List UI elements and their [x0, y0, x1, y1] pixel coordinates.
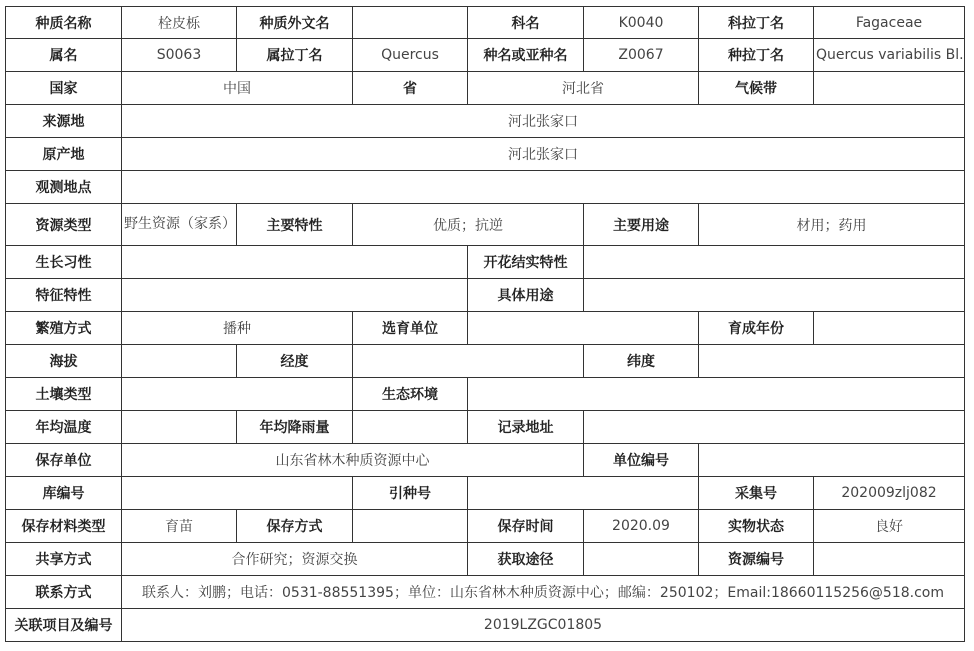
label-resource-type: 资源类型 — [6, 204, 122, 246]
value-annual-rain — [353, 411, 468, 444]
value-genus-latin: Quercus — [353, 39, 468, 72]
value-propagation: 播种 — [122, 312, 353, 345]
value-material-type: 育苗 — [122, 510, 237, 543]
value-annual-temp — [122, 411, 237, 444]
value-characteristics — [122, 279, 468, 312]
label-species-latin: 种拉丁名 — [699, 39, 814, 72]
label-acquisition: 获取途径 — [468, 543, 584, 576]
label-latitude: 纬度 — [584, 345, 699, 378]
label-project: 关联项目及编号 — [6, 609, 122, 642]
table-row — [6, 345, 965, 378]
value-sharing: 合作研究；资源交换 — [122, 543, 468, 576]
label-physical-state: 实物状态 — [699, 510, 814, 543]
value-observation-site — [122, 171, 965, 204]
label-main-traits: 主要特性 — [237, 204, 353, 246]
label-record-address: 记录地址 — [468, 411, 584, 444]
value-germplasm-name: 栓皮栎 — [122, 7, 237, 39]
table-row — [6, 543, 965, 576]
label-observation-site: 观测地点 — [6, 171, 122, 204]
value-unit-number — [699, 444, 965, 477]
label-propagation: 繁殖方式 — [6, 312, 122, 345]
label-breeding-unit: 选育单位 — [353, 312, 468, 345]
value-preserve-time: 2020.09 — [584, 510, 699, 543]
label-foreign-name: 种质外文名 — [237, 7, 353, 39]
label-sharing: 共享方式 — [6, 543, 122, 576]
value-breeding-unit — [468, 312, 699, 345]
table-row — [6, 279, 965, 312]
label-contact: 联系方式 — [6, 576, 122, 609]
label-specific-use: 具体用途 — [468, 279, 584, 312]
value-species-latin: Quercus variabilis Bl. — [814, 39, 965, 72]
value-preserve-unit: 山东省林木种质资源中心 — [122, 444, 584, 477]
label-annual-temp: 年均温度 — [6, 411, 122, 444]
value-project: 2019LZGC01805 — [122, 609, 965, 642]
label-province: 省 — [353, 72, 468, 105]
germplasm-info-sheet — [5, 6, 965, 642]
value-species: Z0067 — [584, 39, 699, 72]
germplasm-info-table — [5, 6, 965, 642]
label-family-latin: 科拉丁名 — [699, 7, 814, 39]
value-breeding-year — [814, 312, 965, 345]
label-origin-place: 原产地 — [6, 138, 122, 171]
value-source-place: 河北张家口 — [122, 105, 965, 138]
table-row — [6, 7, 965, 39]
value-altitude — [122, 345, 237, 378]
value-climate-zone — [814, 72, 965, 105]
label-preserve-time: 保存时间 — [468, 510, 584, 543]
label-genus: 属名 — [6, 39, 122, 72]
label-characteristics: 特征特性 — [6, 279, 122, 312]
value-library-number — [122, 477, 353, 510]
value-province: 河北省 — [468, 72, 699, 105]
label-resource-number: 资源编号 — [699, 543, 814, 576]
value-latitude — [699, 345, 965, 378]
value-main-traits: 优质；抗逆 — [353, 204, 584, 246]
table-row — [6, 171, 965, 204]
value-contact: 联系人：刘鹏；电话：0531-88551395；单位：山东省林木种质资源中心；邮编：250102；Email:18660115256@518.com — [122, 576, 965, 609]
label-germplasm-name: 种质名称 — [6, 7, 122, 39]
label-preserve-unit: 保存单位 — [6, 444, 122, 477]
value-resource-type: 野生资源（家系） — [122, 204, 237, 246]
label-material-type: 保存材料类型 — [6, 510, 122, 543]
table-row — [6, 138, 965, 171]
value-introduction-number — [468, 477, 699, 510]
label-longitude: 经度 — [237, 345, 353, 378]
value-acquisition — [584, 543, 699, 576]
table-row — [6, 378, 965, 411]
table-row — [6, 39, 965, 72]
label-breeding-year: 育成年份 — [699, 312, 814, 345]
label-family: 科名 — [468, 7, 584, 39]
label-unit-number: 单位编号 — [584, 444, 699, 477]
label-soil-type: 土壤类型 — [6, 378, 122, 411]
value-country: 中国 — [122, 72, 353, 105]
table-row — [6, 510, 965, 543]
table-row — [6, 105, 965, 138]
label-annual-rain: 年均降雨量 — [237, 411, 353, 444]
value-resource-number — [814, 543, 965, 576]
value-family: K0040 — [584, 7, 699, 39]
value-physical-state: 良好 — [814, 510, 965, 543]
table-row — [6, 609, 965, 642]
label-main-use: 主要用途 — [584, 204, 699, 246]
label-ecology: 生态环境 — [353, 378, 468, 411]
label-introduction-number: 引种号 — [353, 477, 468, 510]
label-genus-latin: 属拉丁名 — [237, 39, 353, 72]
label-library-number: 库编号 — [6, 477, 122, 510]
value-preserve-method — [353, 510, 468, 543]
value-flowering-fruiting — [584, 246, 965, 279]
table-row — [6, 477, 965, 510]
table-row — [6, 246, 965, 279]
value-record-address — [584, 411, 965, 444]
table-row — [6, 72, 965, 105]
label-flowering-fruiting: 开花结实特性 — [468, 246, 584, 279]
label-climate-zone: 气候带 — [699, 72, 814, 105]
table-row — [6, 312, 965, 345]
label-collection-number: 采集号 — [699, 477, 814, 510]
table-row — [6, 204, 965, 246]
label-species: 种名或亚种名 — [468, 39, 584, 72]
value-origin-place: 河北张家口 — [122, 138, 965, 171]
label-altitude: 海拔 — [6, 345, 122, 378]
value-growth-habit — [122, 246, 468, 279]
value-main-use: 材用；药用 — [699, 204, 965, 246]
value-ecology — [468, 378, 965, 411]
value-foreign-name — [353, 7, 468, 39]
label-growth-habit: 生长习性 — [6, 246, 122, 279]
table-row — [6, 411, 965, 444]
label-source-place: 来源地 — [6, 105, 122, 138]
value-longitude — [353, 345, 584, 378]
value-specific-use — [584, 279, 965, 312]
value-genus: S0063 — [122, 39, 237, 72]
label-preserve-method: 保存方式 — [237, 510, 353, 543]
value-collection-number: 202009zlj082 — [814, 477, 965, 510]
table-row — [6, 576, 965, 609]
label-country: 国家 — [6, 72, 122, 105]
table-row — [6, 444, 965, 477]
value-family-latin: Fagaceae — [814, 7, 965, 39]
value-soil-type — [122, 378, 353, 411]
